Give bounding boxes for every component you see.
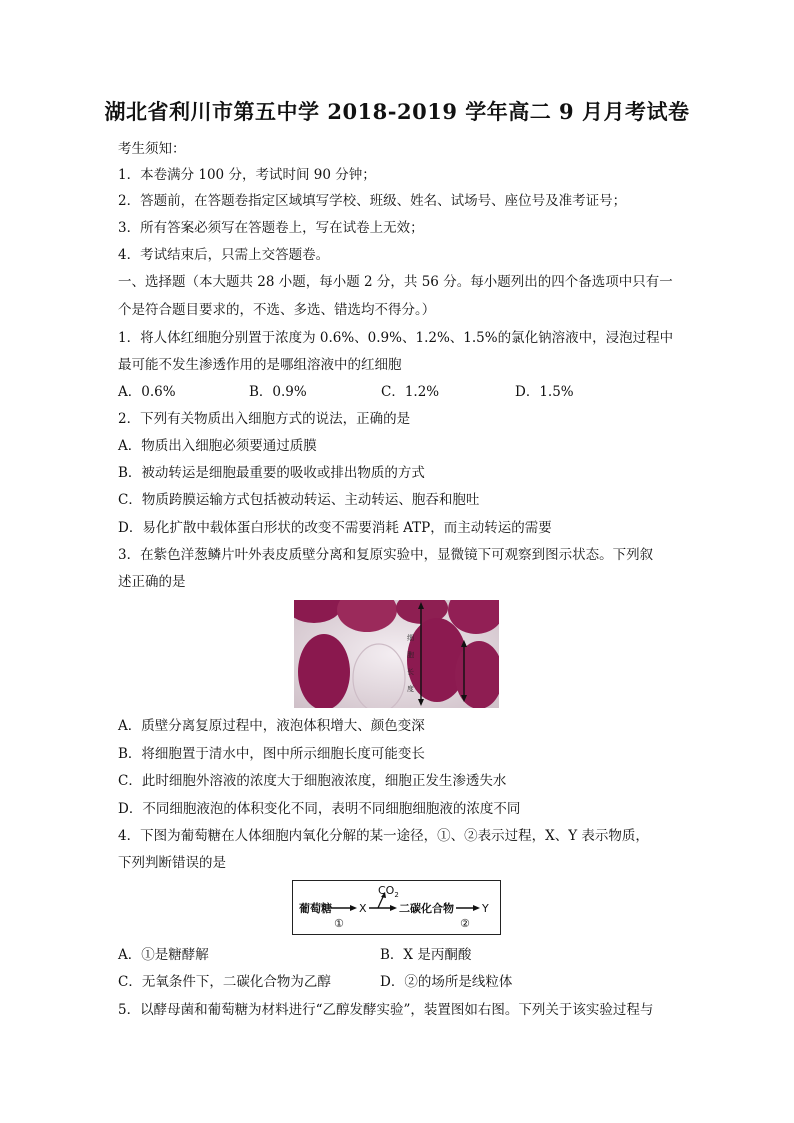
y-label: Y	[482, 902, 489, 915]
figure-label-char: 胞	[407, 651, 414, 659]
q4-option-b: B．X 是丙酮酸	[380, 947, 472, 963]
q1-stem-cont: 最可能不发生渗透作用的是哪组溶液中的红细胞	[118, 357, 402, 373]
q2-option-c: C．物质跨膜运输方式包括被动转运、主动转运、胞吞和胞吐	[118, 492, 480, 508]
q2-option-b: B．被动转运是细胞最重要的吸收或排出物质的方式	[118, 465, 425, 481]
q4-stem: 4．下图为葡萄糖在人体细胞内氧化分解的某一途径，①、②表示过程，X、Y 表示物质，	[118, 828, 649, 844]
q1-stem: 1．将人体红细胞分别置于浓度为 0.6%、0.9%、1.2%、1.5%的氯化钠溶液中，浸泡过程中	[118, 330, 674, 346]
step-1-label: ①	[334, 917, 344, 930]
q4-options-row2	[118, 973, 678, 991]
q2-option-d: D．易化扩散中载体蛋白形状的改变不需要消耗 ATP，而主动转运的需要	[118, 520, 552, 536]
co2-label: $CO_2$	[378, 884, 399, 899]
q3-option-b: B．将细胞置于清水中，图中所示细胞长度可能变长	[118, 746, 425, 762]
onion-cell-micrograph	[294, 600, 499, 708]
q1-option-d: D．1.5%	[515, 384, 574, 400]
two-carbon-compound-label: 二碳化合物	[399, 902, 454, 915]
q3-stem-cont: 述正确的是	[118, 574, 186, 590]
q4-option-d: D．②的场所是线粒体	[380, 974, 513, 990]
q2-option-a: A．物质出入细胞必须要通过质膜	[118, 438, 317, 454]
x-label: X	[359, 902, 367, 915]
q4-options-row1	[118, 946, 678, 964]
section-heading-cont: 个是符合题目要求的，不选、多选、错选均不得分。）	[118, 302, 436, 318]
notice-heading: 考生须知：	[118, 141, 186, 157]
q1-option-a: A．0.6%	[118, 384, 176, 400]
notice-item: 3．所有答案必须写在答题卷上，写在试卷上无效；	[118, 220, 424, 236]
glucose-label: 葡萄糖	[299, 902, 332, 915]
q4-stem-cont: 下列判断错误的是	[118, 855, 226, 871]
q3-option-d: D．不同细胞液泡的体积变化不同，表明不同细胞细胞液的浓度不同	[118, 801, 521, 817]
notice-item: 2．答题前，在答题卷指定区域填写学校、班级、姓名、试场号、座位号及准考证号；	[118, 193, 627, 209]
q4-option-a: A．①是糖酵解	[118, 947, 209, 963]
micrograph-figure	[294, 600, 499, 708]
q1-options	[118, 383, 678, 401]
q2-stem: 2．下列有关物质出入细胞方式的说法，正确的是	[118, 411, 411, 427]
q1-option-b: B．0.9%	[249, 384, 307, 400]
q5-stem: 5．以酵母菌和葡萄糖为材料进行“乙醇发酵实验”，装置图如右图。下列关于该实验过程与	[118, 1002, 654, 1018]
q4-option-c: C．无氧条件下，二碳化合物为乙醇	[118, 974, 331, 990]
glucose-pathway-diagram	[292, 880, 501, 935]
notice-item: 4．考试结束后，只需上交答题卷。	[118, 247, 330, 263]
figure-label-char: 细	[407, 634, 414, 642]
q3-stem: 3．在紫色洋葱鳞片叶外表皮质壁分离和复原实验中，显微镜下可观察到图示状态。下列叙	[118, 547, 654, 563]
figure-label-char: 长	[407, 668, 414, 676]
section-heading: 一、选择题（本大题共 28 小题，每小题 2 分，共 56 分。每小题列出的四个备选项中只有一	[118, 274, 673, 290]
notice-item: 1．本卷满分 100 分，考试时间 90 分钟；	[118, 167, 376, 183]
q3-option-c: C．此时细胞外溶液的浓度大于细胞液浓度，细胞正发生渗透失水	[118, 773, 507, 789]
figure-label-char: 度	[407, 685, 414, 693]
step-2-label: ②	[460, 917, 470, 930]
q1-option-c: C．1.2%	[381, 384, 440, 400]
q3-option-a: A．质壁分离复原过程中，液泡体积增大、颜色变深	[118, 718, 425, 734]
exam-title: 湖北省利川市第五中学 2018-2019 学年高二 9 月月考试卷	[104, 99, 690, 124]
